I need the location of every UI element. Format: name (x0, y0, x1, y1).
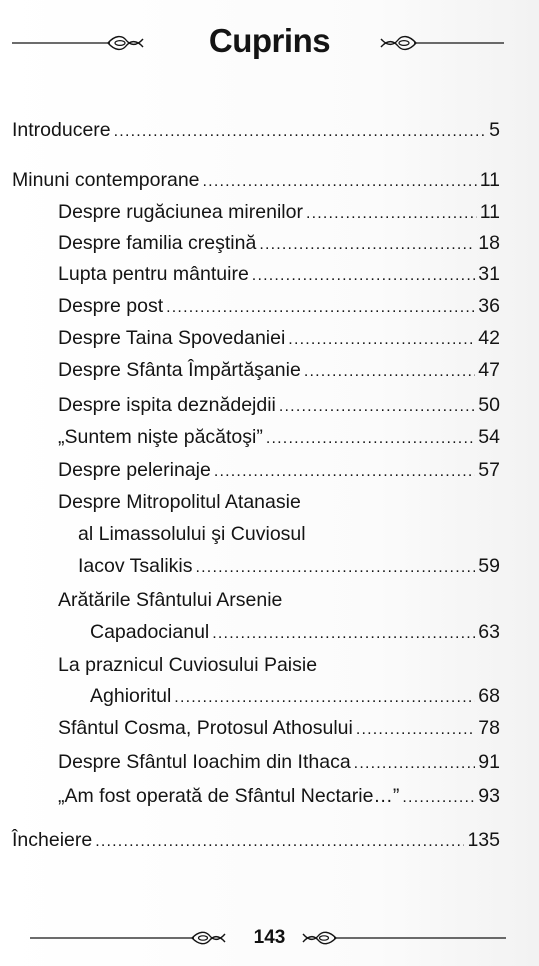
toc-entry-aratarile-sfantului-arsenie[interactable] (90, 620, 500, 646)
toc-entry-page: 68 (478, 685, 500, 707)
dot-leader (166, 296, 475, 320)
dot-leader (114, 120, 486, 144)
toc-entry-label: Despre Sfânta Împărtăşanie (58, 359, 301, 381)
dot-leader (402, 786, 475, 810)
toc-entry-sfanta-impartasanie[interactable] (58, 358, 500, 384)
footer (0, 918, 539, 958)
toc-entry-label: Despre Sfântul Ioachim din Ithaca (58, 751, 351, 773)
toc-entry-page: 36 (478, 295, 500, 317)
toc-entry-label: „Am fost operată de Sfântul Nectarie…” (58, 785, 400, 807)
toc-entry-page: 11 (479, 201, 500, 223)
toc-entry-page: 50 (478, 394, 500, 416)
toc-entry-sfantul-ioachim[interactable] (58, 750, 500, 776)
dot-leader (196, 556, 476, 580)
dot-leader (259, 233, 475, 257)
toc-entry-rugaciunea-mirenilor[interactable] (58, 200, 500, 226)
toc-entry-lupta-pentru-mantuire[interactable] (58, 262, 500, 288)
toc-entry-label: „Suntem nişte păcătoşi” (58, 426, 263, 448)
toc-entry-page: 42 (478, 327, 500, 349)
toc-entry-page: 57 (478, 459, 500, 481)
dot-leader (354, 752, 476, 776)
dot-leader (266, 427, 475, 451)
toc-entry-label: Încheiere (12, 829, 93, 851)
toc-entry-praznicul-line1[interactable]: La praznicul Cuviosului Paisie (58, 654, 318, 676)
toc-entry-label: Despre rugăciunea mirenilor (58, 201, 303, 223)
dot-leader (356, 718, 475, 742)
toc-entry-praznicul-cuviosului-paisie[interactable] (90, 684, 500, 710)
toc-entry-page: 47 (478, 359, 500, 381)
footer-right-ornament-icon (302, 928, 507, 948)
toc-entry-label: Despre Taina Spovedaniei (58, 327, 286, 349)
toc-entry-taina-spovedaniei[interactable] (58, 326, 500, 352)
dot-leader (304, 360, 475, 384)
toc-entry-label: Sfântul Cosma, Protosul Athosului (58, 717, 353, 739)
dot-leader (252, 264, 476, 288)
toc-entry-suntem-nieste-pacatosi[interactable] (58, 425, 500, 451)
toc-entry-label: Iacov Tsalikis (78, 555, 193, 577)
toc-entry-page: 135 (467, 829, 500, 851)
toc-entry-label: Introducere (12, 119, 111, 141)
toc-entry-page: 91 (478, 751, 500, 773)
toc-entry-page: 63 (478, 621, 500, 643)
toc-entry-label: Despre familia creştină (58, 232, 257, 254)
toc-entry-label: Aghioritul (90, 685, 172, 707)
dot-leader (214, 460, 475, 484)
toc-entry-label: Minuni contemporane (12, 169, 200, 191)
toc-entry-mitropolit-line1[interactable]: Despre Mitropolitul Atanasie (58, 491, 301, 513)
toc-entry-familia-crestina[interactable] (58, 231, 500, 257)
dot-leader (306, 202, 477, 226)
dot-leader (212, 622, 475, 646)
toc-entry-introducere[interactable] (12, 118, 500, 144)
dot-leader (279, 395, 475, 419)
toc-entry-sfantul-cosma[interactable] (58, 716, 500, 742)
toc-entry-aratarile-line1[interactable]: Arătările Sfântului Arsenie (58, 589, 283, 611)
toc-entry-page: 93 (478, 785, 500, 807)
toc-entry-minuni-contemporane[interactable] (12, 168, 500, 194)
toc-entry-label: Despre pelerinaje (58, 459, 211, 481)
dot-leader (174, 686, 475, 710)
dot-leader (203, 170, 477, 194)
toc-entry-page: 11 (479, 169, 500, 191)
page-title: Cuprins (208, 22, 331, 59)
toc-entry-operata-de-sfantul-nectarie[interactable] (58, 784, 500, 810)
toc-entry-label: Despre ispita deznădejdii (58, 394, 276, 416)
dot-leader (95, 830, 464, 854)
toc-entry-page: 59 (478, 555, 500, 577)
toc-entry-page: 31 (478, 263, 500, 285)
toc-entry-mitropolit-line2[interactable]: al Limassolului şi Cuviosul (78, 523, 306, 545)
toc-entry-page: 54 (478, 426, 500, 448)
toc-entry-page: 78 (478, 717, 500, 739)
toc-entry-incheiere[interactable] (12, 828, 500, 854)
toc-entry-label: Capadocianul (90, 621, 210, 643)
toc-entry-page: 18 (478, 232, 500, 254)
toc-entry-label: Lupta pentru mântuire (58, 263, 249, 285)
page-number: 143 (253, 927, 286, 948)
toc-entry-pelerinaje[interactable] (58, 458, 500, 484)
toc-entry-despre-post[interactable] (58, 294, 500, 320)
toc-entry-mitropolit-atanasie[interactable] (78, 554, 500, 580)
toc-entry-ispita-deznadejdii[interactable] (58, 393, 500, 419)
toc-entry-page: 5 (489, 119, 500, 141)
toc-entry-label: Despre post (58, 295, 164, 317)
dot-leader (288, 328, 475, 352)
